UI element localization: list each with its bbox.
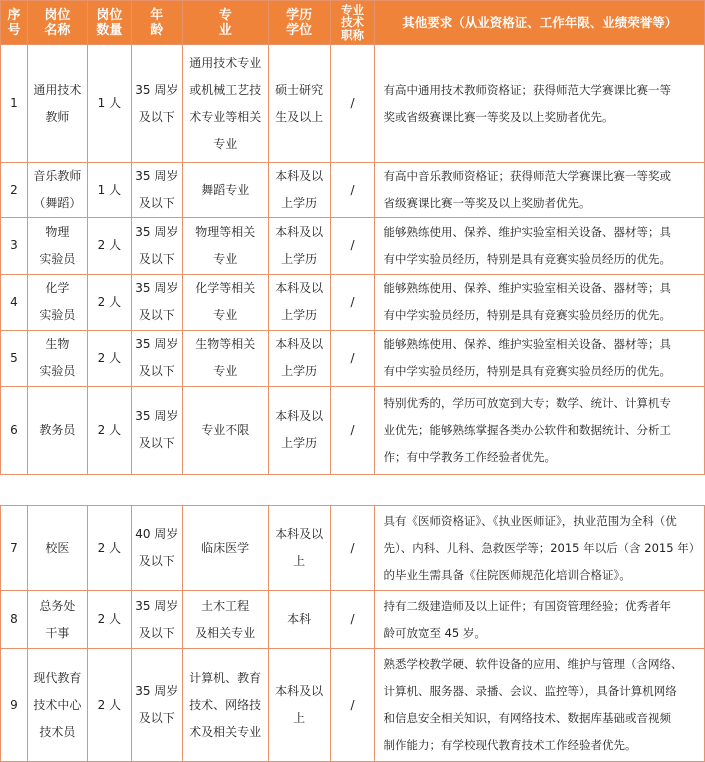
cell-line: 计算机、教育 <box>189 670 262 685</box>
cell-other <box>375 218 705 274</box>
cell-line: 及以下 <box>138 711 175 725</box>
cell-line: 能够熟练使用、保养、维护实验室相关设备、器材等；具 <box>383 224 671 239</box>
cell-title: / <box>330 163 375 218</box>
header-row <box>1 1 705 45</box>
cell-line: 35 周岁 <box>135 684 179 698</box>
cell-edu <box>268 506 330 591</box>
cell-line: 和信息安全相关知识，有网络技术、数据库基础或音视频 <box>383 711 671 725</box>
cell-line: 土木工程 <box>201 598 250 613</box>
cell-other <box>375 330 705 386</box>
cell-other <box>375 591 705 649</box>
table-row <box>1 45 705 163</box>
cell-line: 本科及以 <box>275 169 324 184</box>
cell-age <box>131 163 182 218</box>
cell-line: 35 周岁 <box>135 82 179 97</box>
cell-age <box>131 386 182 474</box>
cell-line: 生及以上 <box>275 109 324 124</box>
cell-line: 专业 <box>213 136 238 151</box>
cell-line: 专业 <box>213 364 238 379</box>
cell-line: 35 周岁 <box>135 169 179 184</box>
cell-line: 具有《医师资格证》、《执业医师证》，执业范围为全科（优 <box>383 513 677 528</box>
cell-line: 实验员 <box>39 251 76 266</box>
cell-seq: 9 <box>1 649 28 762</box>
cell-line: 专业 <box>213 308 238 323</box>
cell-other <box>375 506 705 591</box>
cell-line: 上学历 <box>281 251 318 266</box>
cell-line: 制作能力；有学校现代教育技术工作经验者优先。 <box>383 738 637 752</box>
cell-line: 能够熟练使用、保养、维护实验室相关设备、器材等；具 <box>383 337 671 352</box>
cell-major <box>182 506 268 591</box>
cell-line: 干事 <box>45 625 70 640</box>
cell-line: 本科 <box>287 612 312 626</box>
cell-seq: 8 <box>1 591 28 649</box>
cell-line: 能够熟练使用、保养、维护实验室相关设备、器材等；具 <box>383 281 671 296</box>
cell-line: 省级赛课比赛一等奖及以上奖励者优先。 <box>383 196 591 211</box>
cell-line: 现代教育 <box>33 670 82 685</box>
cell-line: 硕士研究 <box>275 82 324 97</box>
cell-edu <box>268 330 330 386</box>
cell-line: 有中学实验员经历，特别是具有竞赛实验员经历的优先。 <box>383 364 671 379</box>
cell-line: 特别优秀的，学历可放宽到大专；数学、统计、计算机专 <box>383 395 671 410</box>
cell-line: 专业不限 <box>201 422 250 437</box>
cell-line: 教务员 <box>39 422 76 437</box>
cell-line: 奖或省级赛课比赛一等奖及以上奖励者优先。 <box>383 109 614 124</box>
cell-post <box>27 649 87 762</box>
recruitment-table-2 <box>0 505 705 762</box>
cell-line: 上学历 <box>281 308 318 323</box>
header-seq: 序 号 <box>1 1 28 45</box>
cell-line: 技术中心 <box>33 697 82 712</box>
cell-line: 计算机、服务器、录播、会议、监控等），具备计算机网络 <box>383 684 677 698</box>
cell-edu <box>268 649 330 762</box>
cell-line: 总务处 <box>39 598 76 613</box>
cell-line: 35 周岁 <box>135 409 179 424</box>
header-edu: 学历 学位 <box>268 1 330 45</box>
cell-post <box>27 274 87 330</box>
cell-major <box>182 274 268 330</box>
cell-line: 及以下 <box>138 109 175 124</box>
cell-age <box>131 649 182 762</box>
cell-line: 术及相关专业 <box>189 724 262 739</box>
header-title: 专业 技术 职称 <box>330 1 375 45</box>
cell-seq: 2 <box>1 163 28 218</box>
cell-line: 技术、网络技 <box>189 697 262 712</box>
header-major: 专 业 <box>182 1 268 45</box>
cell-edu <box>268 591 330 649</box>
table-row <box>1 386 705 474</box>
cell-line: 持有二级建造师及以上证件；有国资管理经验；优秀者年 <box>383 598 671 613</box>
cell-age <box>131 330 182 386</box>
cell-major <box>182 163 268 218</box>
cell-line: 化学等相关 <box>195 281 256 296</box>
cell-line: 本科及以 <box>275 527 324 541</box>
cell-line: 40 周岁 <box>135 527 179 541</box>
cell-line: 物理 <box>45 224 70 239</box>
cell-major <box>182 330 268 386</box>
cell-edu <box>268 386 330 474</box>
cell-line: 龄可放宽至 45 岁。 <box>383 625 486 640</box>
cell-line: 本科及以 <box>275 337 324 352</box>
cell-age <box>131 591 182 649</box>
cell-age <box>131 274 182 330</box>
cell-line: 业优先；能够熟练掌握各类办公软件和数据统计、分析工 <box>383 422 671 437</box>
cell-edu <box>268 274 330 330</box>
cell-line: 本科及以 <box>275 684 324 698</box>
cell-title: / <box>330 649 375 762</box>
cell-line: 本科及以 <box>275 281 324 296</box>
cell-line: 35 周岁 <box>135 224 179 239</box>
table-row <box>1 591 705 649</box>
cell-line: 化学 <box>45 281 70 296</box>
cell-count: 2 人 <box>87 591 131 649</box>
cell-count: 2 人 <box>87 506 131 591</box>
cell-line: 实验员 <box>39 308 76 323</box>
cell-line: 及相关专业 <box>195 625 256 640</box>
cell-post <box>27 506 87 591</box>
cell-line: 及以下 <box>138 251 175 266</box>
cell-major <box>182 649 268 762</box>
cell-post <box>27 330 87 386</box>
cell-major <box>182 386 268 474</box>
table-row <box>1 274 705 330</box>
cell-line: 生物 <box>45 337 70 352</box>
cell-other <box>375 163 705 218</box>
cell-count: 1 人 <box>87 163 131 218</box>
cell-post <box>27 591 87 649</box>
cell-line: 物理等相关 <box>195 224 256 239</box>
cell-other <box>375 274 705 330</box>
cell-other <box>375 45 705 163</box>
cell-seq: 3 <box>1 218 28 274</box>
cell-line: 35 周岁 <box>135 337 179 352</box>
cell-count: 2 人 <box>87 218 131 274</box>
table-row <box>1 330 705 386</box>
cell-seq: 6 <box>1 386 28 474</box>
cell-title: / <box>330 45 375 163</box>
cell-age <box>131 218 182 274</box>
cell-line: 教师 <box>45 109 70 124</box>
cell-title: / <box>330 386 375 474</box>
header-post: 岗位 名称 <box>27 1 87 45</box>
cell-seq: 5 <box>1 330 28 386</box>
cell-title: / <box>330 591 375 649</box>
table-row <box>1 218 705 274</box>
cell-line: 通用技术 <box>33 82 82 97</box>
cell-line: 有中学实验员经历，特别是具有竞赛实验员经历的优先。 <box>383 251 671 266</box>
cell-line: 生物等相关 <box>195 337 256 352</box>
cell-line: 音乐教师 <box>33 169 82 184</box>
header-age: 年 龄 <box>131 1 182 45</box>
cell-line: 上学历 <box>281 196 318 211</box>
cell-line: （舞蹈） <box>33 196 82 211</box>
cell-edu <box>268 45 330 163</box>
cell-line: 及以下 <box>138 436 175 451</box>
cell-line: 有高中音乐教师资格证；获得师范大学赛课比赛一等奖或 <box>383 169 671 184</box>
cell-line: 作；有中学教务工作经验者优先。 <box>383 449 556 464</box>
cell-line: 熟悉学校教学硬、软件设备的应用、维护与管理（含网络、 <box>383 657 683 671</box>
cell-seq: 1 <box>1 45 28 163</box>
cell-age <box>131 506 182 591</box>
cell-line: 通用技术专业 <box>189 55 262 70</box>
cell-line: 先）、内科、儿科、急救医学等；2015 年以后（含 2015 年） <box>383 540 701 555</box>
cell-line: 校医 <box>45 540 70 555</box>
cell-line: 上 <box>293 711 306 725</box>
cell-line: 及以下 <box>138 364 175 379</box>
table-row <box>1 506 705 591</box>
cell-line: 本科及以 <box>275 409 324 424</box>
cell-edu <box>268 218 330 274</box>
cell-post <box>27 386 87 474</box>
cell-major <box>182 591 268 649</box>
cell-age <box>131 45 182 163</box>
cell-title: / <box>330 274 375 330</box>
cell-line: 及以下 <box>138 625 175 640</box>
cell-post <box>27 45 87 163</box>
cell-major <box>182 218 268 274</box>
cell-line: 及以下 <box>138 308 175 323</box>
cell-line: 的毕业生需具备《住院医师规范化培训合格证》。 <box>383 567 631 582</box>
table-row <box>1 163 705 218</box>
header-count: 岗位 数量 <box>87 1 131 45</box>
cell-line: 35 周岁 <box>135 281 179 296</box>
table-row <box>1 649 705 762</box>
cell-line: 技术员 <box>39 724 76 739</box>
cell-major <box>182 45 268 163</box>
header-other: 其他要求（从业资格证、工作年限、业绩荣誉等） <box>375 1 705 45</box>
cell-line: 专业 <box>213 251 238 266</box>
cell-post <box>27 163 87 218</box>
cell-count: 2 人 <box>87 274 131 330</box>
cell-line: 或机械工艺技 <box>189 82 262 97</box>
cell-line: 上学历 <box>281 436 318 451</box>
cell-count: 2 人 <box>87 649 131 762</box>
cell-title: / <box>330 506 375 591</box>
cell-seq: 4 <box>1 274 28 330</box>
cell-line: 实验员 <box>39 364 76 379</box>
cell-count: 2 人 <box>87 386 131 474</box>
cell-line: 本科及以 <box>275 224 324 239</box>
cell-edu <box>268 163 330 218</box>
cell-other <box>375 649 705 762</box>
cell-line: 临床医学 <box>201 540 250 555</box>
cell-line: 舞蹈专业 <box>201 182 250 197</box>
cell-count: 1 人 <box>87 45 131 163</box>
cell-line: 有高中通用技术教师资格证；获得师范大学赛课比赛一等 <box>383 82 671 97</box>
cell-line: 35 周岁 <box>135 598 179 613</box>
cell-line: 及以下 <box>138 196 175 211</box>
cell-line: 及以下 <box>138 554 175 568</box>
cell-line: 有中学实验员经历，特别是具有竞赛实验员经历的优先。 <box>383 308 671 323</box>
cell-title: / <box>330 330 375 386</box>
cell-other <box>375 386 705 474</box>
cell-post <box>27 218 87 274</box>
cell-count: 2 人 <box>87 330 131 386</box>
cell-line: 术专业等相关 <box>189 109 262 124</box>
cell-seq: 7 <box>1 506 28 591</box>
cell-title: / <box>330 218 375 274</box>
cell-line: 上 <box>293 554 306 568</box>
cell-line: 上学历 <box>281 364 318 379</box>
